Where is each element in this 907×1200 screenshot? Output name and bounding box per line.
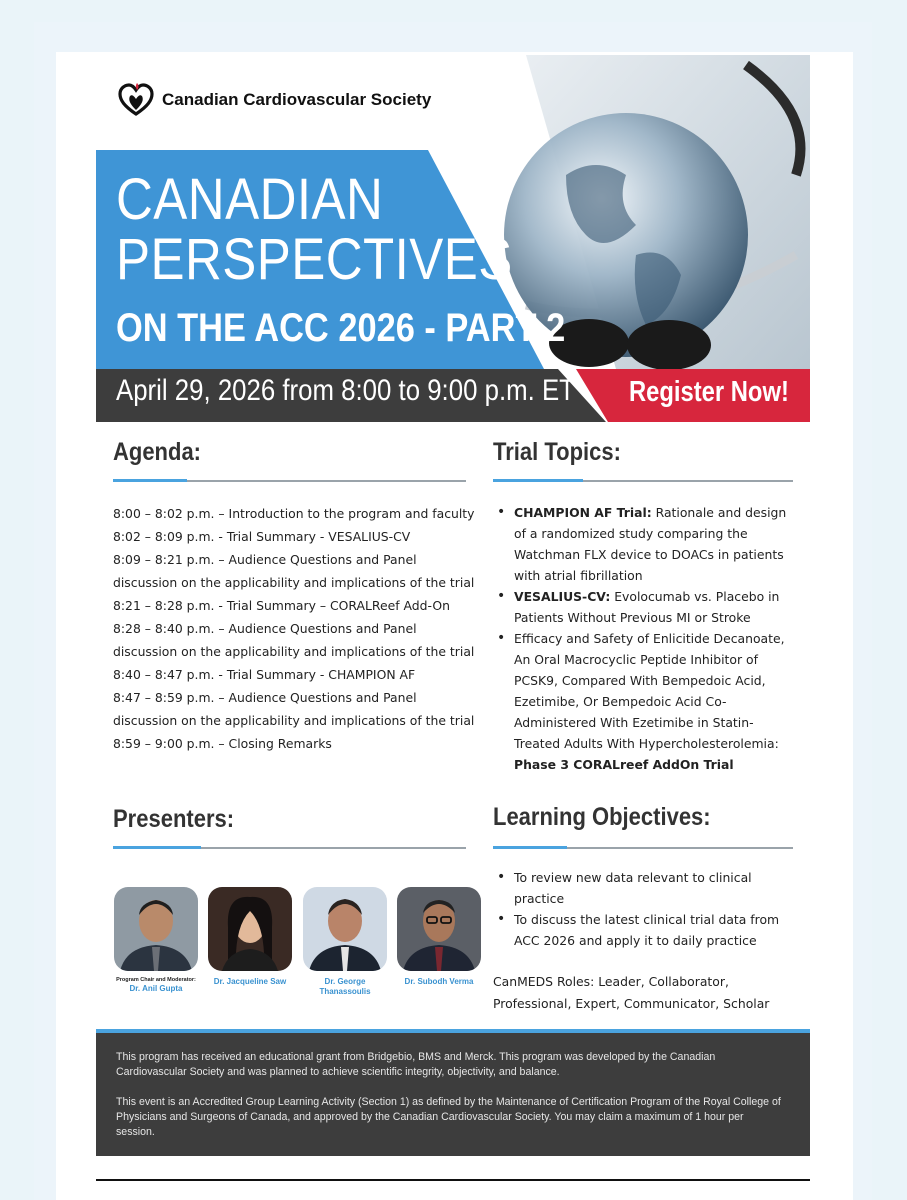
- grant-statement: This program has received an educational grant from Bridgebio, BMS and Merck. This program was developed by the Canadian Cardiovascular Society and was planned to achieve scientific integrity, objectivity, and balance.: [116, 1051, 716, 1078]
- canmeds-roles: CanMEDS Roles: Leader, Collaborator, Professional, Expert, Communicator, Scholar: [493, 974, 770, 1011]
- trial-topics-heading: Trial Topics:: [493, 438, 621, 466]
- register-now-button[interactable]: Register Now!: [629, 376, 789, 408]
- event-date: April 29, 2026 from 8:00 to 9:00 p.m. ET: [116, 374, 575, 407]
- objectives-divider: [493, 847, 793, 849]
- agenda-list: [113, 502, 475, 755]
- org-name: Canadian Cardiovascular Society: [162, 90, 432, 109]
- presenter-photo: [397, 887, 481, 971]
- agenda-line: 8:59 – 9:00 p.m. – Closing Remarks: [113, 736, 332, 751]
- accreditation-statement: This event is an Accredited Group Learning Activity (Section 1) as defined by the Maintenance of Certification Program of the Royal College of Physicians and Surgeons of Canada, and approved by the Canadian Cardiovascular Society. You may claim a maximum of 1 hour per session.: [116, 1096, 781, 1138]
- objective-item: • To discuss the latest clinical trial data from ACC 2026 and apply it to daily practice: [494, 909, 794, 951]
- bottom-divider: [96, 1179, 810, 1181]
- presenter-photo: [208, 887, 292, 971]
- title-line-3: ON THE ACC 2026 - PART 2: [116, 306, 566, 350]
- presenters-heading: Presenters:: [113, 805, 235, 833]
- agenda-line: discussion on the applicability and implications of the trial: [113, 575, 475, 590]
- trial-topics-list: [494, 502, 794, 775]
- presenter-caption: Dr. George Thanassoulis: [319, 977, 371, 996]
- trial-item: • Efficacy and Safety of Enlicitide Decanoate, An Oral Macrocyclic Peptide Inhibitor of PCSK9, Compared With Bempedoic Acid, Ezetimibe, Or Bempedoic Acid Co-Administered With Ezetimibe in Statin-Treated Adults With Hypercholesterolemia: Phase 3 CORALreef AddOn Trial: [494, 628, 794, 775]
- objectives-list: [494, 867, 794, 951]
- presenter-photo: [303, 887, 387, 971]
- learning-objectives-heading: Learning Objectives:: [493, 803, 711, 831]
- title-line-2: PERSPECTIVES: [116, 227, 513, 292]
- presenter-caption: Program Chair and Moderator: Dr. Anil Gupta: [116, 977, 196, 993]
- objective-item: • To review new data relevant to clinical practice: [494, 867, 794, 909]
- agenda-line: 8:40 – 8:47 p.m. - Trial Summary - CHAMPION AF: [113, 667, 416, 682]
- agenda-divider: [113, 480, 466, 482]
- ccs-logo: [118, 82, 431, 118]
- presenter-caption: Dr. Subodh Verma: [404, 977, 474, 986]
- trial-topics-divider: [493, 480, 793, 482]
- agenda-line: 8:21 – 8:28 p.m. - Trial Summary – CORALReef Add-On: [113, 598, 450, 613]
- title-line-1: CANADIAN: [116, 167, 384, 232]
- presenter-photo: [114, 887, 198, 971]
- agenda-line: 8:00 – 8:02 p.m. – Introduction to the program and faculty: [113, 506, 475, 521]
- agenda-line: 8:47 – 8:59 p.m. – Audience Questions and Panel: [113, 690, 417, 705]
- agenda-heading: Agenda:: [113, 438, 201, 466]
- agenda-line: 8:28 – 8:40 p.m. – Audience Questions and Panel: [113, 621, 417, 636]
- agenda-line: discussion on the applicability and implications of the trial: [113, 644, 475, 659]
- agenda-line: 8:02 – 8:09 p.m. - Trial Summary - VESALIUS-CV: [113, 529, 411, 544]
- agenda-line: 8:09 – 8:21 p.m. – Audience Questions and Panel: [113, 552, 417, 567]
- presenters-divider: [113, 847, 466, 849]
- trial-item: • CHAMPION AF Trial: Rationale and design of a randomized study comparing the Watchman FLX device to DOACs in patients with atrial fibrillation: [494, 502, 794, 586]
- presenter-caption: Dr. Jacqueline Saw: [213, 977, 287, 986]
- heart-logo-icon: [118, 82, 154, 118]
- trial-item: • VESALIUS-CV: Evolocumab vs. Placebo in Patients Without Previous MI or Stroke: [494, 586, 794, 628]
- agenda-line: discussion on the applicability and implications of the trial: [113, 713, 475, 728]
